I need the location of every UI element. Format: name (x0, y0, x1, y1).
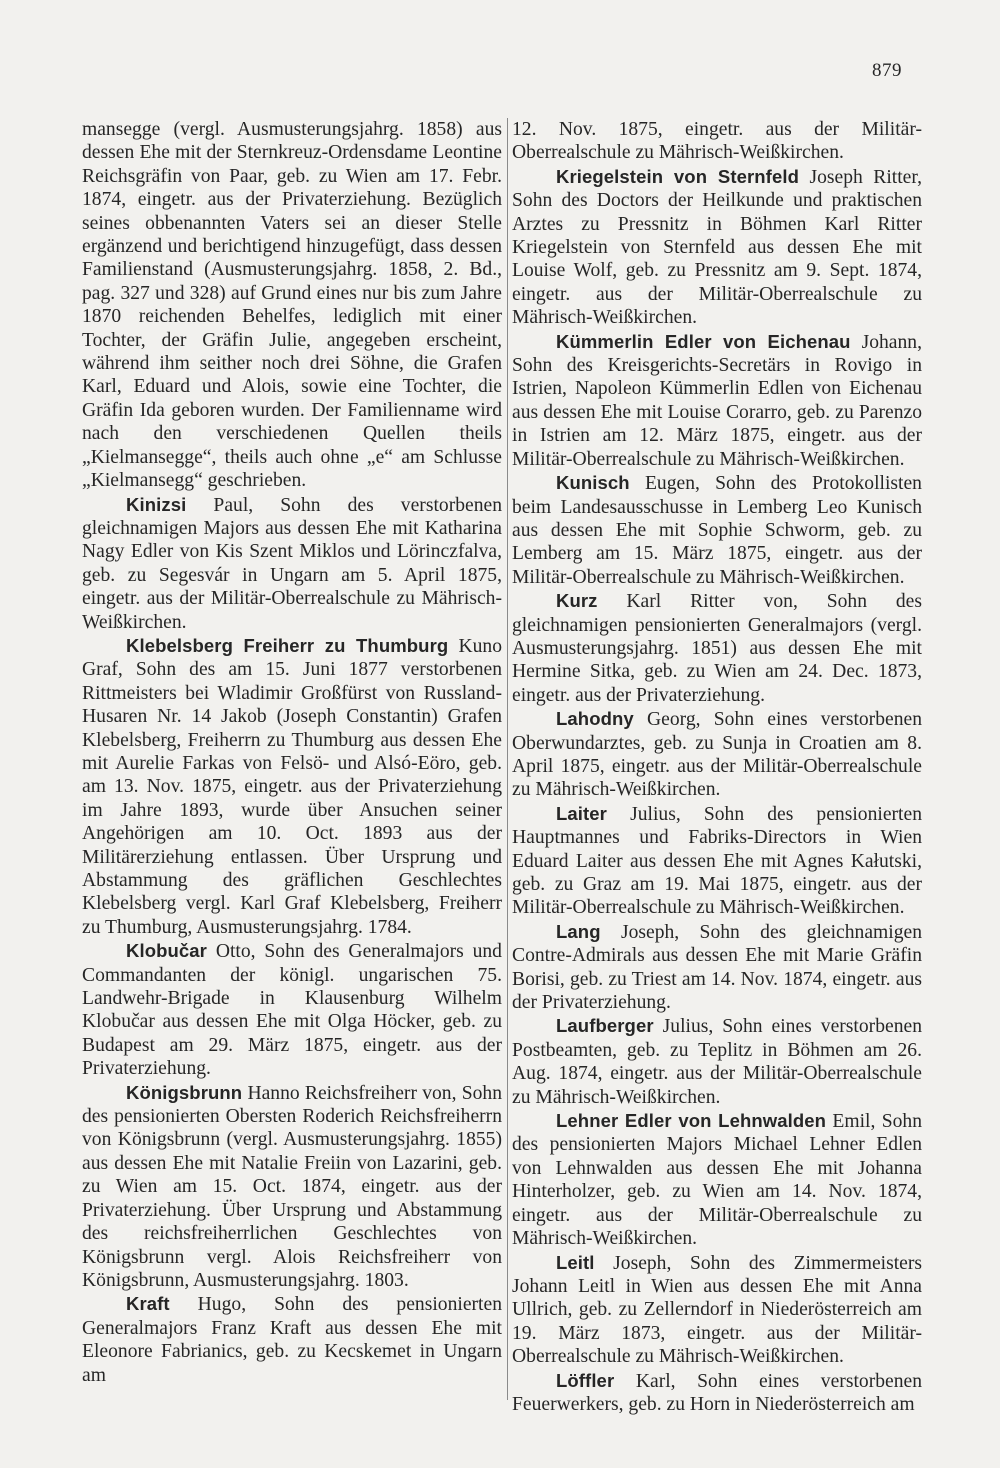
entry-text: Paul, Sohn des verstorbenen gleichnamigen Majors aus dessen Ehe mit Katharina Nagy Edler von Kis Szent Miklos und Lörinczfalva, geb. zu Segesvár in Ungarn am 5. April 1875, eingetr. aus der Militär-Oberrealschule zu Mährisch-Weißkirchen. (82, 494, 503, 633)
entry-text: mansegge (vergl. Ausmusterungsjahrg. 1858) aus dessen Ehe mit der Sternkreuz-Ordensdame Leontine Reichsgräfin von Paar, geb. zu Wien am 17. Febr. 1874, eingetr. aus der Privaterziehung. Bezüglich seines obbenannten Vaters sei an dieser Stelle ergänzend und berichtigend hinzugefügt, dass dessen Familienstand (Ausmusterungsjahrg. 1858, 2. Bd., pag. 327 und 328) auf Grund eines nur bis zum Jahre 1870 reichenden Behelfes, lediglich mit einer Tochter, der Gräfin Julie, angegeben erscheint, während ihm seither noch drei Söhne, die Grafen Karl, Eduard und Alois, sowie eine Tochter, die Gräfin Ida geboren wurden. Der Familienname wird nach den verschiedenen Quellen theils „Kielmansegge“, theils auch ohne „e“ am Schlusse „Kielmansegg“ geschrieben. (82, 119, 502, 492)
column-divider (507, 118, 508, 1400)
register-entry (82, 493, 502, 634)
register-entry (82, 1292, 502, 1387)
entry-name: Kunisch (556, 472, 630, 494)
entry-text: Joseph Ritter, Sohn des Doctors der Heilkunde und praktischen Arztes zu Pressnitz in Böhmen Karl Ritter Kriegelstein von Sternfeld aus dessen Ehe mit Louise Wolf, geb. zu Pressnitz am 9. Sept. 1874, eingetr. aus der Militär-Oberrealschule zu Mährisch-Weißkirchen. (512, 166, 922, 329)
entry-text: Eugen, Sohn des Protokollisten beim Landesausschusse in Lemberg Leo Kunisch aus dessen Ehe mit Sophie Schworm, geb. zu Lemberg am 15. März 1875, eingetr. aus der Militär-Oberrealschule zu Mährisch-Weißkirchen. (512, 473, 922, 588)
entry-name: Laufberger (556, 1015, 654, 1037)
register-entry (82, 634, 502, 939)
entry-text: Kuno Graf, Sohn des am 15. Juni 1877 verstorbenen Rittmeisters bei Wladimir Großfürst von Russland-Husaren Nr. 14 Jakob (Joseph Constantin) Grafen Klebelsberg, Freiherrn zu Thumburg aus dessen Ehe mit Aurelie Farkas von Felsö- und Alsó-Eöro, geb. am 13. Nov. 1875, eingetr. aus der Privaterziehung im Jahre 1893, wurde über Ansuchen seiner Angehörigen am 10. Oct. 1893 aus der Militärerziehung entlassen. Über Ursprung und Abstammung des gräflichen Geschlechtes Klebelsberg vergl. Karl Graf Klebelsberg, Freiherr zu Thumburg, Ausmusterungsjahrg. 1784. (82, 635, 503, 938)
register-entry (82, 939, 502, 1080)
register-entry (82, 1081, 502, 1293)
register-entry (512, 165, 922, 330)
entry-text: Karl, Sohn eines verstorbenen Feuerwerkers, geb. zu Horn in Niederösterreich am (512, 1370, 922, 1415)
left-column (82, 118, 502, 1387)
entry-text: Emil, Sohn des pensionierten Majors Michael Lehner Edlen von Lehnwalden aus dessen Ehe mit Johanna Hinterholzer, geb. zu Wien am 14. Nov. 1874, eingetr. aus der Militär-Oberrealschule zu Mährisch-Weißkirchen. (512, 1111, 922, 1250)
register-entry (512, 707, 922, 802)
register-entry (512, 1369, 922, 1417)
page-number: 879 (872, 60, 902, 81)
entry-name: Königsbrunn (126, 1081, 243, 1103)
register-entry (512, 1014, 922, 1109)
register-entry (512, 471, 922, 589)
entry-text: Joseph, Sohn des gleichnamigen Contre-Admirals aus dessen Ehe mit Marie Gräfin Borisi, geb. zu Triest am 14. Nov. 1874, eingetr. aus der Privaterziehung. (512, 921, 922, 1014)
entry-text: Julius, Sohn des pensionierten Hauptmannes und Fabriks-Directors in Wien Eduard Laiter aus dessen Ehe mit Agnes Kałutski, geb. zu Graz am 19. Mai 1875, eingetr. aus der Militär-Oberrealschule zu Mährisch-Weißkirchen. (512, 803, 922, 919)
entry-text: Georg, Sohn eines verstorbenen Oberwundarztes, geb. zu Sunja in Croatien am 8. April 1875, eingetr. aus der Militär-Oberrealschule zu Mährisch-Weißkirchen. (512, 709, 922, 801)
entry-name: Lehner Edler von Lehnwalden (556, 1110, 827, 1132)
register-entry (512, 589, 922, 707)
entry-text: 12. Nov. 1875, eingetr. aus der Militär-Oberrealschule zu Mährisch-Weißkirchen. (512, 119, 922, 164)
continued-text (82, 118, 502, 493)
right-column (512, 118, 922, 1416)
entry-name: Klebelsberg Freiherr zu Thumburg (126, 634, 449, 656)
entry-name: Lahodny (556, 708, 634, 730)
entry-name: Leitl (556, 1251, 595, 1273)
entry-text: Joseph, Sohn des Zimmermeisters Johann Leitl in Wien aus dessen Ehe mit Anna Ullrich, geb. zu Zellerndorf in Niederösterreich am 19. März 1873, eingetr. aus der Militär-Oberrealschule zu Mährisch-Weißkirchen. (512, 1252, 922, 1368)
register-entry (512, 920, 922, 1015)
register-entry (512, 1251, 922, 1369)
entry-name: Kriegelstein von Sternfeld (556, 165, 799, 187)
entry-text: Karl Ritter von, Sohn des gleichnamigen pensionierten Generalmajors (vergl. Ausmusterungsjahrg. 1851) aus dessen Ehe mit Hermine Sitka, geb. zu Wien am 24. Dec. 1873, eingetr. aus der Privaterziehung. (512, 591, 922, 706)
entry-name: Lang (556, 920, 601, 942)
entry-text: Otto, Sohn des Generalmajors und Commandanten der königl. ungarischen 75. Landwehr-Brigade in Klausenburg Wilhelm Klobučar aus dessen Ehe mit Olga Höcker, geb. zu Budapest am 29. März 1875, eingetr. aus der Privaterziehung. (82, 941, 502, 1080)
entry-text: Hugo, Sohn des pensionierten Generalmajors Franz Kraft aus dessen Ehe mit Eleonore Fabrianics, geb. zu Kecskemet in Ungarn am (82, 1294, 502, 1386)
register-entry (512, 802, 922, 920)
entry-name: Kinizsi (126, 493, 187, 515)
entry-text: Johann, Sohn des Kreisgerichts-Secretärs in Rovigo in Istrien, Napoleon Kümmerlin Edlen von Eichenau aus dessen Ehe mit Louise Corarro, geb. zu Parenzo in Istrien am 12. März 1875, eingetr. aus der Militär-Oberrealschule zu Mährisch-Weißkirchen. (512, 331, 922, 470)
register-entry (512, 330, 922, 471)
entry-name: Klobučar (126, 940, 207, 962)
entry-text: Hanno Reichsfreiherr von, Sohn des pensionierten Obersten Roderich Reichsfreiherrn von Königsbrunn (vergl. Ausmusterungsjahrg. 1855) aus dessen Ehe mit Natalie Freiin von Lazarini, geb. zu Wien am 15. Oct. 1874, eingetr. aus der Privaterziehung. Über Ursprung und Abstammung des reichsfreiherrlichen Geschlechtes von Königsbrunn vergl. Alois Reichsfreiherr von Königsbrunn, Ausmusterungsjahrg. 1803. (82, 1082, 502, 1291)
continued-text (512, 118, 922, 165)
entry-name: Löffler (556, 1369, 615, 1391)
entry-name: Kurz (556, 590, 598, 612)
entry-name: Laiter (556, 802, 607, 824)
entry-name: Kraft (126, 1293, 170, 1315)
entry-name: Kümmerlin Edler von Eichenau (556, 330, 851, 352)
register-entry (512, 1109, 922, 1250)
entry-text: Julius, Sohn eines verstorbenen Postbeamten, geb. zu Teplitz in Böhmen am 26. Aug. 1874, eingetr. aus der Militär-Oberrealschule zu Mährisch-Weißkirchen. (512, 1016, 922, 1108)
